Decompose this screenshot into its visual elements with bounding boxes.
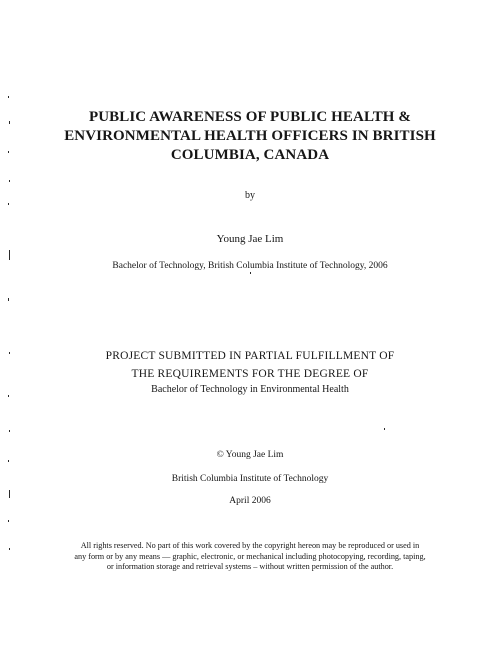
scan-speck (9, 180, 10, 182)
scan-speck (8, 520, 9, 522)
scan-speck (9, 121, 10, 124)
scan-speck (250, 272, 251, 274)
rights-line: any form or by any means — graphic, electronic, or mechanical including photocopying, recording, taping, (74, 551, 426, 561)
rights-line: All rights reserved. No part of this work covered by the copyright hereon may be reproduced or used in (80, 541, 420, 550)
scan-speck (8, 151, 9, 153)
thesis-title (0, 108, 500, 165)
degree-name: Bachelor of Technology in Environmental Health (151, 384, 349, 395)
scan-speck (9, 548, 10, 550)
scan-speck (8, 298, 9, 301)
submission-date: April 2006 (229, 496, 271, 506)
scan-speck (8, 395, 9, 397)
scan-speck (8, 460, 9, 462)
scan-speck (8, 96, 9, 98)
scan-speck (9, 352, 10, 354)
scan-speck (384, 428, 385, 430)
submission-line: PROJECT SUBMITTED IN PARTIAL FULFILLMENT OF (105, 350, 395, 362)
rights-line: or information storage and retrieval systems – without written permission of the author. (106, 562, 394, 571)
title-line: ENVIRONMENTAL HEALTH OFFICERS IN BRITISH (64, 128, 436, 144)
institution-name: British Columbia Institute of Technology (171, 474, 329, 484)
author-name: Young Jae Lim (216, 233, 284, 245)
title-line: COLUMBIA, CANADA (170, 147, 330, 163)
author-credential: Bachelor of Technology, British Columbia Institute of Technology, 2006 (112, 261, 388, 271)
scan-speck (9, 490, 10, 498)
scan-speck (8, 203, 9, 205)
title-line: PUBLIC AWARENESS OF PUBLIC HEALTH & (88, 109, 412, 125)
by-label: by (245, 190, 255, 201)
scan-speck (9, 430, 10, 432)
submission-line: THE REQUIREMENTS FOR THE DEGREE OF (131, 368, 369, 380)
rights-statement (0, 541, 500, 573)
scan-speck (9, 250, 10, 260)
submission-statement (0, 347, 500, 383)
copyright-notice: © Young Jae Lim (216, 450, 284, 460)
